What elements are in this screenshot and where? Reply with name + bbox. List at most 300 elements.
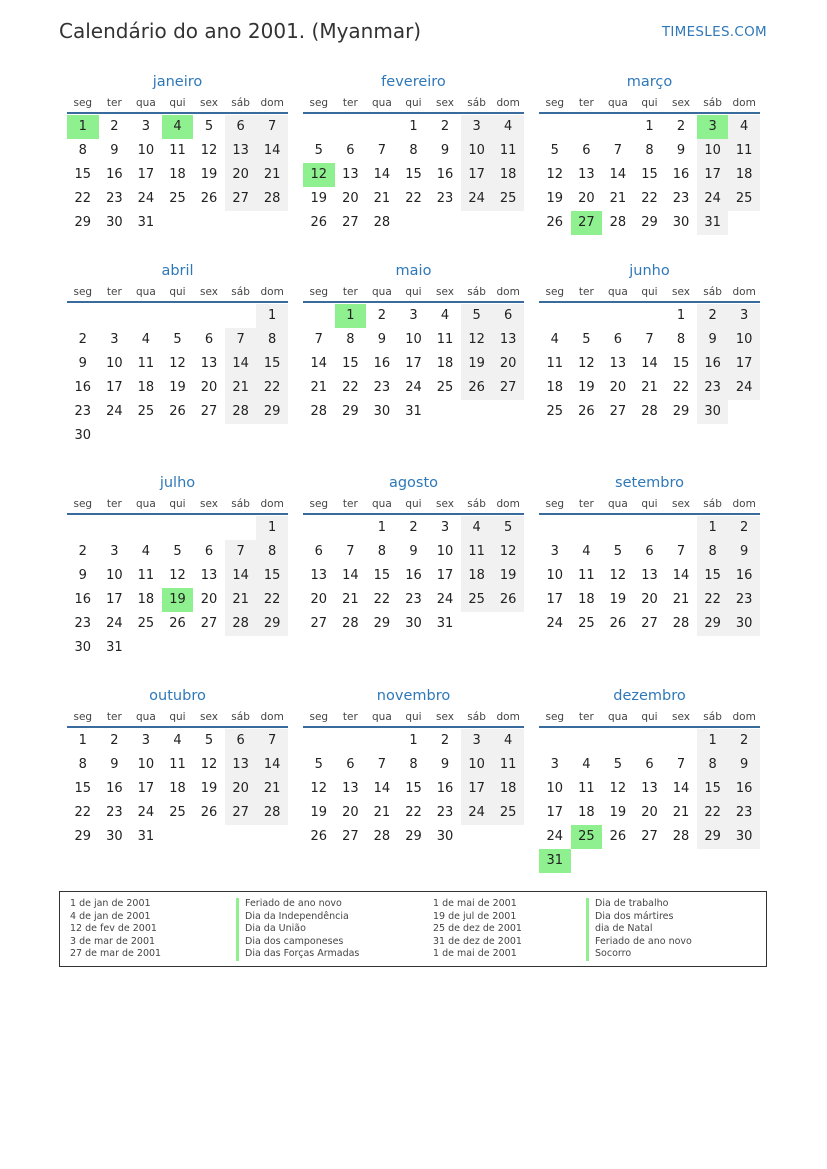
week-row	[303, 115, 524, 139]
day-cell: 15	[405, 167, 422, 182]
day-cell: 6	[346, 757, 355, 772]
weekday-label: dom	[260, 711, 284, 723]
weekday-label: seg	[545, 286, 565, 298]
day-cell: 8	[78, 143, 87, 158]
weekday-label: sex	[200, 286, 219, 298]
empty-cell	[634, 304, 666, 328]
day-cell: 6	[225, 729, 257, 753]
month-novembro	[303, 685, 524, 849]
day-cell: 2	[409, 520, 418, 535]
empty-cell	[697, 849, 729, 873]
empty-cell	[99, 304, 131, 328]
day-cell: 18	[492, 163, 524, 187]
weekday-label: ter	[106, 286, 122, 298]
day-cell: 26	[461, 376, 493, 400]
day-cell: 3	[141, 119, 151, 134]
day-cell: 26	[578, 404, 595, 419]
day-cell: 9	[440, 143, 450, 158]
day-cell: 29	[256, 400, 288, 424]
day-cell: 23	[672, 191, 690, 206]
weekday-label: ter	[342, 498, 358, 510]
week-row	[303, 801, 524, 825]
day-cell: 10	[728, 328, 760, 352]
day-cell: 17	[461, 777, 493, 801]
weekday-label: qua	[136, 498, 156, 510]
weekday-label: seg	[309, 286, 329, 298]
day-cell: 18	[728, 163, 760, 187]
day-cell: 18	[137, 592, 155, 607]
day-cell: 11	[492, 753, 524, 777]
month-title: março	[626, 74, 673, 90]
week-row	[303, 187, 524, 211]
day-cell: 16	[106, 167, 123, 182]
month-fevereiro	[303, 71, 524, 235]
empty-cell	[492, 612, 524, 636]
week-row	[67, 729, 288, 753]
day-cell: 24	[137, 191, 155, 206]
week-row	[67, 825, 288, 849]
empty-cell	[193, 636, 225, 660]
empty-cell	[162, 424, 194, 448]
day-cell: 6	[314, 544, 323, 559]
day-cell: 19	[169, 380, 186, 395]
day-cell: 11	[137, 568, 155, 583]
weekday-label: sex	[200, 498, 219, 510]
day-cell: 20	[609, 380, 627, 395]
day-cell: 5	[204, 733, 214, 748]
week-row	[303, 753, 524, 777]
day-cell: 22	[672, 380, 690, 395]
day-cell: 30	[436, 829, 454, 844]
day-cell: 27	[342, 215, 359, 230]
day-cell: 18	[578, 592, 595, 607]
day-cell: 3	[409, 308, 418, 323]
week-row	[539, 516, 760, 540]
weekday-label: qui	[169, 498, 186, 510]
day-cell: 13	[225, 139, 257, 163]
day-cell: 17	[436, 568, 454, 583]
week-row	[539, 849, 760, 873]
empty-cell	[539, 516, 571, 540]
day-cell: 27	[342, 829, 359, 844]
day-cell: 10	[461, 139, 493, 163]
day-cell: 27	[225, 187, 257, 211]
day-cell: 3	[728, 304, 760, 328]
day-cell: 4	[728, 115, 760, 139]
legend-holiday-name: Dia de trabalho	[586, 898, 692, 911]
weekday-label: qui	[641, 711, 658, 723]
weekday-label: ter	[578, 711, 594, 723]
day-cell: 24	[546, 616, 564, 631]
day-cell: 3	[110, 544, 119, 559]
empty-cell	[225, 211, 257, 235]
day-cell: 5	[550, 143, 559, 158]
day-cell: 17	[106, 380, 123, 395]
day-cell: 1	[377, 520, 387, 535]
weekday-header	[303, 494, 524, 515]
weekday-label: sex	[436, 97, 455, 109]
day-cell: 6	[645, 544, 654, 559]
day-cell: 26	[310, 215, 328, 230]
day-cell: 16	[697, 352, 729, 376]
day-cell: 7	[225, 328, 257, 352]
week-row	[67, 777, 288, 801]
day-cell: 21	[256, 163, 288, 187]
weekday-label: qua	[372, 286, 392, 298]
day-cell: 21	[373, 191, 391, 206]
day-cell: 20	[342, 805, 359, 820]
day-cell: 11	[436, 332, 454, 347]
week-row	[67, 211, 288, 235]
day-cell: 20	[492, 352, 524, 376]
month-março	[539, 71, 760, 235]
empty-cell	[602, 849, 634, 873]
day-cell: 16	[728, 777, 760, 801]
day-cell: 6	[204, 544, 214, 559]
legend-holiday-name: Feriado de ano novo	[236, 898, 359, 911]
day-cell: 2	[440, 119, 450, 134]
empty-cell	[225, 516, 257, 540]
empty-cell	[193, 825, 225, 849]
empty-cell	[634, 849, 666, 873]
day-cell: 24	[137, 805, 155, 820]
day-cell: 26	[169, 404, 186, 419]
day-cell: 5	[582, 332, 591, 347]
weekday-label: sex	[672, 286, 691, 298]
day-cell: 7	[645, 332, 654, 347]
day-cell: 12	[578, 356, 595, 371]
week-row	[303, 139, 524, 163]
day-cell: 24	[546, 829, 564, 844]
day-cell: 2	[377, 308, 387, 323]
day-cell: 26	[310, 829, 328, 844]
day-cell: 21	[609, 191, 627, 206]
day-cell: 26	[200, 191, 218, 206]
week-row	[67, 328, 288, 352]
day-cell: 3	[550, 544, 559, 559]
weekday-label: ter	[106, 97, 122, 109]
weekday-label: ter	[106, 498, 122, 510]
day-cell: 25	[137, 404, 155, 419]
day-cell: 8	[377, 544, 387, 559]
day-cell: 2	[728, 516, 760, 540]
day-cell: 24	[461, 801, 493, 825]
day-cell: 15	[697, 564, 729, 588]
week-row	[303, 777, 524, 801]
day-cell: 14	[373, 781, 391, 796]
weekday-label: sex	[436, 711, 455, 723]
day-cell: 6	[613, 332, 623, 347]
day-cell: 31	[137, 215, 155, 230]
day-cell: 10	[546, 781, 564, 796]
week-row	[539, 612, 760, 636]
week-row	[539, 729, 760, 753]
legend-dates-right	[433, 898, 522, 961]
brand-link[interactable]: TIMESLES.COM	[661, 24, 767, 40]
weekday-label: sex	[436, 498, 455, 510]
weekday-header	[539, 707, 760, 728]
day-cell: 23	[436, 191, 454, 206]
day-cell: 11	[578, 781, 595, 796]
weekday-label: sáb	[467, 711, 486, 723]
day-cell: 29	[641, 215, 658, 230]
empty-cell	[461, 825, 493, 849]
day-cell: 27	[641, 829, 658, 844]
day-cell: 15	[342, 356, 359, 371]
empty-cell	[634, 516, 666, 540]
empty-cell	[130, 516, 162, 540]
weekday-label: sáb	[231, 286, 250, 298]
day-cell: 3	[110, 332, 119, 347]
day-cell: 23	[697, 376, 729, 400]
day-cell: 20	[641, 805, 658, 820]
week-row	[303, 352, 524, 376]
holiday-day-cell: 1	[67, 115, 99, 139]
day-cell: 8	[409, 143, 418, 158]
day-cell: 6	[204, 332, 214, 347]
week-row	[303, 163, 524, 187]
day-cell: 19	[200, 167, 218, 182]
day-cell: 13	[200, 356, 218, 371]
day-cell: 15	[672, 356, 690, 371]
day-cell: 12	[169, 568, 186, 583]
empty-cell	[492, 825, 524, 849]
week-row	[303, 376, 524, 400]
empty-cell	[67, 304, 99, 328]
day-cell: 22	[256, 376, 288, 400]
week-row	[67, 753, 288, 777]
day-cell: 8	[346, 332, 355, 347]
day-cell: 13	[342, 167, 359, 182]
day-cell: 24	[461, 187, 493, 211]
weekday-label: seg	[309, 97, 329, 109]
day-cell: 25	[546, 404, 564, 419]
week-row	[539, 801, 760, 825]
day-cell: 6	[225, 115, 257, 139]
empty-cell	[665, 849, 697, 873]
empty-cell	[571, 115, 603, 139]
day-cell: 24	[106, 404, 123, 419]
day-cell: 16	[74, 380, 92, 395]
weekday-label: dom	[732, 498, 756, 510]
legend-date: 12 de fev de 2001	[70, 923, 157, 934]
day-cell: 29	[697, 825, 729, 849]
week-row	[67, 187, 288, 211]
day-cell: 7	[377, 757, 387, 772]
weekday-label: qua	[372, 97, 392, 109]
legend-names-left	[236, 898, 359, 961]
empty-cell	[539, 729, 571, 753]
day-cell: 17	[546, 805, 564, 820]
day-cell: 15	[74, 781, 92, 796]
day-cell: 12	[546, 167, 564, 182]
day-cell: 1	[697, 729, 729, 753]
weekday-label: sáb	[231, 498, 250, 510]
empty-cell	[571, 849, 603, 873]
day-cell: 5	[613, 544, 623, 559]
day-cell: 6	[645, 757, 654, 772]
weekday-label: qui	[405, 498, 422, 510]
empty-cell	[303, 115, 335, 139]
weekday-label: seg	[309, 711, 329, 723]
weekday-label: sex	[672, 97, 691, 109]
day-cell: 28	[342, 616, 359, 631]
day-cell: 19	[461, 352, 493, 376]
weekday-label: dom	[496, 498, 520, 510]
day-cell: 20	[641, 592, 658, 607]
empty-cell	[193, 424, 225, 448]
legend-holiday-name: Feriado de ano novo	[586, 936, 692, 949]
day-cell: 21	[225, 376, 257, 400]
day-cell: 31	[137, 829, 155, 844]
weekday-label: qui	[405, 711, 422, 723]
day-cell: 4	[141, 544, 151, 559]
day-cell: 12	[310, 781, 328, 796]
week-row	[539, 376, 760, 400]
weekday-header	[539, 93, 760, 114]
day-cell: 23	[74, 404, 92, 419]
day-cell: 25	[578, 616, 595, 631]
month-title: julho	[159, 475, 196, 491]
day-cell: 31	[106, 640, 123, 655]
day-cell: 16	[405, 568, 422, 583]
day-cell: 21	[310, 380, 328, 395]
day-cell: 6	[582, 143, 591, 158]
day-cell: 11	[728, 139, 760, 163]
week-row	[67, 540, 288, 564]
day-cell: 25	[728, 187, 760, 211]
day-cell: 14	[256, 139, 288, 163]
month-junho	[539, 260, 760, 424]
empty-cell	[461, 400, 493, 424]
month-title: dezembro	[613, 688, 686, 704]
empty-cell	[130, 304, 162, 328]
empty-cell	[225, 825, 257, 849]
day-cell: 7	[613, 143, 623, 158]
weekday-label: ter	[106, 711, 122, 723]
day-cell: 30	[74, 640, 92, 655]
week-row	[303, 211, 524, 235]
weekday-label: qui	[169, 711, 186, 723]
holiday-day-cell: 4	[162, 115, 194, 139]
empty-cell	[225, 304, 257, 328]
legend-date: 3 de mar de 2001	[70, 935, 156, 947]
day-cell: 18	[578, 805, 595, 820]
day-cell: 21	[672, 592, 690, 607]
day-cell: 30	[728, 612, 760, 636]
day-cell: 23	[405, 592, 422, 607]
day-cell: 27	[310, 616, 328, 631]
day-cell: 4	[141, 332, 151, 347]
day-cell: 17	[697, 163, 729, 187]
weekday-label: sáb	[703, 97, 722, 109]
day-cell: 20	[310, 592, 328, 607]
day-cell: 28	[373, 215, 391, 230]
empty-cell	[602, 115, 634, 139]
holiday-day-cell: 19	[162, 588, 194, 612]
empty-cell	[461, 612, 493, 636]
day-cell: 14	[641, 356, 658, 371]
weekday-label: qua	[608, 286, 628, 298]
day-cell: 26	[200, 805, 218, 820]
day-cell: 19	[310, 191, 328, 206]
day-cell: 21	[641, 380, 658, 395]
weekday-label: qua	[136, 97, 156, 109]
day-cell: 21	[225, 588, 257, 612]
holiday-day-cell: 25	[571, 825, 603, 849]
day-cell: 17	[546, 592, 564, 607]
day-cell: 29	[74, 829, 92, 844]
day-cell: 18	[137, 380, 155, 395]
day-cell: 14	[672, 568, 690, 583]
week-row	[67, 400, 288, 424]
day-cell: 18	[461, 564, 493, 588]
day-cell: 26	[546, 215, 564, 230]
day-cell: 19	[492, 564, 524, 588]
day-cell: 3	[461, 729, 493, 753]
weekday-label: dom	[496, 711, 520, 723]
day-cell: 30	[697, 400, 729, 424]
week-row	[303, 612, 524, 636]
weekday-header	[67, 494, 288, 515]
empty-cell	[335, 115, 367, 139]
empty-cell	[256, 636, 288, 660]
weekday-label: sáb	[231, 711, 250, 723]
empty-cell	[256, 211, 288, 235]
week-row	[539, 328, 760, 352]
day-cell: 11	[137, 356, 155, 371]
weekday-label: ter	[578, 97, 594, 109]
empty-cell	[303, 729, 335, 753]
week-row	[67, 352, 288, 376]
day-cell: 24	[697, 187, 729, 211]
weekday-label: qua	[136, 286, 156, 298]
empty-cell	[602, 516, 634, 540]
month-title: janeiro	[152, 74, 203, 90]
day-cell: 11	[492, 139, 524, 163]
weekday-label: qui	[641, 97, 658, 109]
weekday-label: seg	[309, 498, 329, 510]
day-cell: 9	[110, 757, 119, 772]
day-cell: 16	[728, 564, 760, 588]
day-cell: 26	[169, 616, 186, 631]
day-cell: 7	[314, 332, 323, 347]
day-cell: 19	[609, 592, 627, 607]
day-cell: 22	[405, 191, 422, 206]
day-cell: 10	[461, 753, 493, 777]
day-cell: 20	[225, 163, 257, 187]
day-cell: 19	[546, 191, 564, 206]
weekday-label: qui	[405, 286, 422, 298]
week-row	[539, 139, 760, 163]
week-row	[539, 564, 760, 588]
week-row	[67, 115, 288, 139]
legend-holiday-name: Dia dos camponeses	[236, 936, 359, 949]
day-cell: 15	[256, 564, 288, 588]
weekday-label: seg	[73, 498, 93, 510]
day-cell: 7	[346, 544, 355, 559]
week-row	[539, 588, 760, 612]
day-cell: 1	[676, 308, 686, 323]
legend-names-right	[586, 898, 692, 961]
weekday-label: qui	[169, 286, 186, 298]
day-cell: 8	[78, 757, 87, 772]
day-cell: 29	[697, 612, 729, 636]
day-cell: 2	[676, 119, 686, 134]
day-cell: 23	[74, 616, 92, 631]
day-cell: 14	[373, 167, 391, 182]
day-cell: 23	[106, 805, 123, 820]
